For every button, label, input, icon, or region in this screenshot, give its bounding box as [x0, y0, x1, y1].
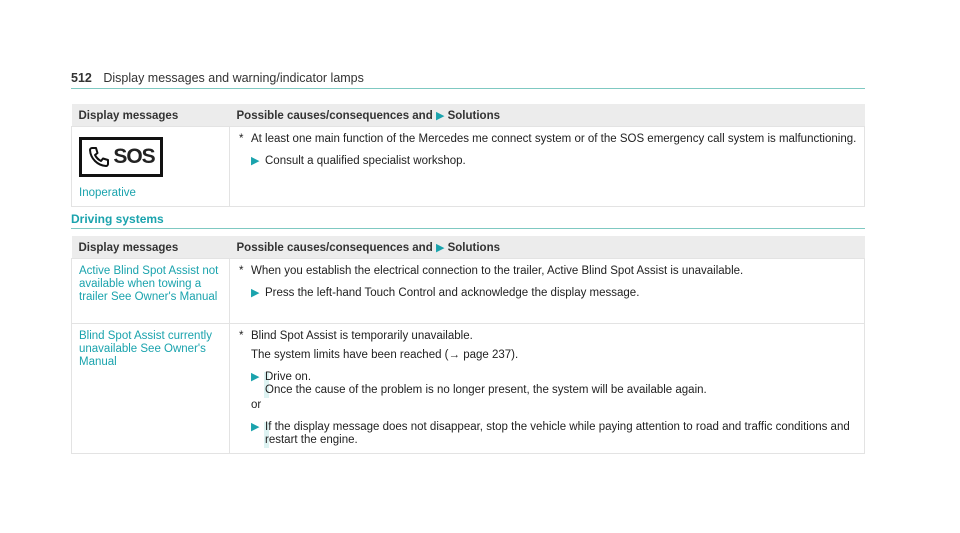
display-messages-table-driving [71, 236, 865, 454]
solution-arrow-icon: ▶ [251, 155, 260, 167]
section-title: Driving systems [71, 212, 164, 226]
header-divider [71, 88, 865, 89]
page-number: 512 [71, 71, 92, 85]
col-header-display-messages: Display messages [72, 236, 230, 259]
message-text: Active Blind Spot Assist not available when towing a trailer See Owner's Manual [79, 265, 219, 303]
col-header-causes: Possible causes/consequences and ▶ Solutions [230, 104, 865, 127]
page-header-title: Display messages and warning/indicator lamps [103, 71, 364, 85]
table-header-row [72, 236, 865, 259]
col-header-causes: Possible causes/consequences and ▶ Solutions [230, 236, 865, 259]
solution-text: Once the cause of the problem is no longer present, the system will be available again. [265, 384, 707, 396]
solution-title: Drive on. [265, 371, 312, 383]
section-divider [71, 228, 865, 229]
solutions-arrow-icon: ▶ [435, 110, 445, 122]
table-row [72, 324, 865, 454]
solution-item [237, 371, 857, 397]
solution-text: Press the left-hand Touch Control and acknowledge the display message. [265, 287, 640, 299]
cause-note: The system limits have been reached (→ page 237). [251, 349, 519, 361]
cause-text: When you establish the electrical connection to the trailer, Active Blind Spot Assist is unavailable. [251, 265, 744, 277]
cause-text: At least one main function of the Mercedes me connect system or of the SOS emergency call system is malfunctioning. [251, 133, 857, 145]
solution-item [237, 421, 857, 447]
solution-item [237, 287, 857, 300]
cause-text: Blind Spot Assist is temporarily unavailable. [251, 330, 473, 342]
solution-text: Consult a qualified specialist workshop. [265, 155, 466, 167]
cause-item: * Blind Spot Assist is temporarily unavailable. [239, 330, 473, 342]
solution-arrow-icon: ▶ [251, 287, 260, 299]
page-header [71, 71, 364, 85]
message-cell [72, 324, 230, 454]
message-text: Blind Spot Assist currently unavailable See Owner's Manual [79, 330, 212, 368]
sos-phone-icon [79, 137, 163, 177]
solution-arrow-icon: ▶ [251, 421, 260, 433]
sos-label: SOS [113, 145, 155, 168]
cause-cell [230, 324, 865, 454]
message-cell [72, 127, 230, 207]
table-row [72, 259, 865, 324]
display-messages-table-sos [71, 104, 865, 207]
solution-arrow-icon: ▶ [251, 371, 260, 383]
phone-icon [87, 145, 111, 169]
message-text: Inoperative [79, 187, 136, 199]
cause-cell [230, 259, 865, 324]
cause-item: * At least one main function of the Mercedes me connect system or of the SOS emergency call system is malfunctioning. [239, 133, 857, 145]
message-cell [72, 259, 230, 324]
solution-item [237, 155, 857, 168]
table-header-row [72, 104, 865, 127]
solutions-arrow-icon: ▶ [435, 242, 445, 254]
solution-text: If the display message does not disappear, stop the vehicle while paying attention to road and traffic conditions and restart the engine. [265, 421, 850, 446]
cause-item: * When you establish the electrical connection to the trailer, Active Blind Spot Assist is unavailable. [239, 265, 744, 277]
table-row [72, 127, 865, 207]
or-separator: or [251, 399, 262, 411]
cause-cell [230, 127, 865, 207]
col-header-display-messages: Display messages [72, 104, 230, 127]
